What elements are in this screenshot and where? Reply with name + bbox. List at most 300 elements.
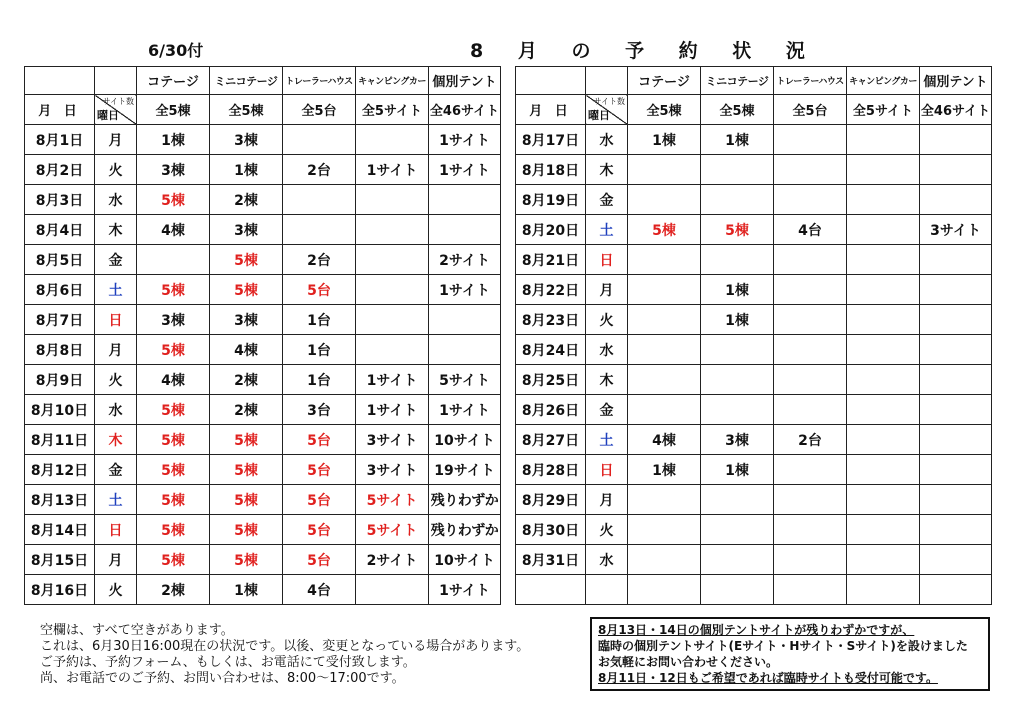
booking-cell: 2台 (774, 425, 847, 455)
table-row (25, 545, 501, 575)
booking-cell: 2棟 (210, 185, 283, 215)
date-cell: 8月30日 (516, 515, 586, 545)
date-cell: 8月9日 (25, 365, 95, 395)
booking-cell: 3棟 (210, 215, 283, 245)
table-row (25, 335, 501, 365)
booking-cell (628, 335, 701, 365)
reservation-table-left (24, 66, 501, 605)
notes-left (40, 623, 529, 687)
table-row (25, 395, 501, 425)
table-row (25, 455, 501, 485)
booking-cell (920, 485, 992, 515)
date-cell: 8月18日 (516, 155, 586, 185)
booking-cell (847, 155, 920, 185)
date-cell: 8月12日 (25, 455, 95, 485)
booking-cell: 5サイト (356, 515, 429, 545)
date-cell: 8月5日 (25, 245, 95, 275)
booking-cell: 5棟 (701, 215, 774, 245)
booking-cell: 5棟 (137, 455, 210, 485)
booking-cell (847, 215, 920, 245)
booking-cell (356, 215, 429, 245)
booking-cell (628, 395, 701, 425)
capacity-total-cell: 全5棟 (137, 95, 210, 125)
weekday-cell: 日 (586, 455, 628, 485)
booking-cell (356, 575, 429, 605)
booking-cell (701, 185, 774, 215)
column-header: 個別テント (920, 67, 992, 95)
weekday-cell: 水 (586, 545, 628, 575)
booking-cell (847, 545, 920, 575)
date-cell (516, 575, 586, 605)
weekday-cell: 月 (95, 545, 137, 575)
weekday-cell: 金 (586, 395, 628, 425)
column-header: ミニコテージ (210, 67, 283, 95)
weekday-cell (586, 575, 628, 605)
booking-cell: 5サイト (429, 365, 501, 395)
booking-cell (847, 515, 920, 545)
diagonal-label-count: サイト数 (593, 97, 625, 106)
notice-line: 8月11日・12日もご希望であれば臨時サイトも受付可能です。 (598, 671, 938, 685)
diagonal-label-count: サイト数 (102, 97, 134, 106)
capacity-total-cell: 全5サイト (847, 95, 920, 125)
table-row (25, 305, 501, 335)
booking-cell (774, 125, 847, 155)
booking-cell: 5棟 (628, 215, 701, 245)
table-row (516, 575, 992, 605)
weekday-cell: 木 (95, 215, 137, 245)
booking-cell: 2サイト (429, 245, 501, 275)
booking-cell: 5棟 (137, 335, 210, 365)
table-row (516, 365, 992, 395)
booking-cell (847, 575, 920, 605)
booking-cell (628, 575, 701, 605)
booking-cell (628, 365, 701, 395)
booking-cell (137, 245, 210, 275)
booking-cell: 1棟 (628, 455, 701, 485)
booking-cell (701, 485, 774, 515)
date-column-header: 月 日 (516, 95, 586, 125)
booking-cell: 3棟 (137, 155, 210, 185)
date-cell: 8月14日 (25, 515, 95, 545)
booking-cell: 1棟 (628, 125, 701, 155)
booking-cell (847, 275, 920, 305)
booking-cell (920, 455, 992, 485)
booking-cell: 5台 (283, 425, 356, 455)
booking-cell (920, 155, 992, 185)
booking-cell: 残りわずか (429, 485, 501, 515)
table-row (25, 575, 501, 605)
booking-cell (628, 515, 701, 545)
booking-cell (283, 215, 356, 245)
date-cell: 8月13日 (25, 485, 95, 515)
booking-cell (701, 245, 774, 275)
booking-cell: 1棟 (701, 455, 774, 485)
booking-cell (920, 275, 992, 305)
note-line: 空欄は、すべて空きがあります。 (40, 623, 234, 638)
booking-cell: 2サイト (356, 545, 429, 575)
booking-cell (774, 485, 847, 515)
capacity-total-cell: 全5サイト (356, 95, 429, 125)
booking-cell: 5棟 (137, 185, 210, 215)
date-cell: 8月26日 (516, 395, 586, 425)
booking-cell: 3サイト (356, 425, 429, 455)
table-row (516, 425, 992, 455)
booking-cell: 5サイト (356, 485, 429, 515)
weekday-cell: 木 (586, 155, 628, 185)
booking-cell (628, 275, 701, 305)
booking-cell: 3棟 (210, 305, 283, 335)
booking-cell: 3サイト (920, 215, 992, 245)
booking-cell: 1棟 (137, 125, 210, 155)
weekday-cell: 水 (95, 395, 137, 425)
booking-cell (920, 305, 992, 335)
notice-line: お気軽にお問い合わせください。 (598, 655, 779, 669)
weekday-cell: 木 (586, 365, 628, 395)
booking-cell: 1棟 (210, 155, 283, 185)
column-header: キャンピングカー (847, 67, 920, 95)
column-header: コテージ (628, 67, 701, 95)
booking-cell: 10サイト (429, 545, 501, 575)
date-cell: 8月15日 (25, 545, 95, 575)
date-cell: 8月6日 (25, 275, 95, 305)
header-row-categories (25, 67, 501, 95)
booking-cell (774, 455, 847, 485)
booking-cell: 1サイト (356, 395, 429, 425)
booking-cell: 5棟 (210, 545, 283, 575)
booking-cell (920, 245, 992, 275)
note-line: ご予約は、予約フォーム、もしくは、お電話にて受付致します。 (40, 655, 416, 670)
booking-cell: 5棟 (137, 515, 210, 545)
booking-cell (774, 155, 847, 185)
diagonal-header-cell (95, 95, 137, 125)
header-row-totals (25, 95, 501, 125)
table-row (516, 485, 992, 515)
booking-cell: 5棟 (210, 515, 283, 545)
booking-cell (774, 185, 847, 215)
booking-cell (628, 155, 701, 185)
date-cell: 8月1日 (25, 125, 95, 155)
booking-cell: 1棟 (701, 275, 774, 305)
table-row (516, 245, 992, 275)
capacity-total-cell: 全46サイト (920, 95, 992, 125)
booking-cell (701, 395, 774, 425)
column-header: ミニコテージ (701, 67, 774, 95)
booking-cell (774, 545, 847, 575)
table-row (25, 185, 501, 215)
date-cell: 8月31日 (516, 545, 586, 575)
weekday-cell: 火 (95, 365, 137, 395)
notice-line: 臨時の個別テントサイト(Eサイト・Hサイト・Sサイト)を設けました (598, 639, 968, 653)
booking-cell (847, 125, 920, 155)
header-row-totals (516, 95, 992, 125)
date-cell: 8月25日 (516, 365, 586, 395)
booking-cell: 3サイト (356, 455, 429, 485)
date-cell: 8月21日 (516, 245, 586, 275)
booking-cell (283, 185, 356, 215)
booking-cell: 3台 (283, 395, 356, 425)
weekday-cell: 火 (95, 575, 137, 605)
booking-cell: 1台 (283, 305, 356, 335)
column-header: トレーラーハウス (283, 67, 356, 95)
booking-cell (701, 155, 774, 185)
booking-cell: 1棟 (701, 305, 774, 335)
weekday-cell: 日 (95, 515, 137, 545)
booking-cell (847, 305, 920, 335)
table-row (516, 155, 992, 185)
weekday-cell: 木 (95, 425, 137, 455)
booking-cell: 2台 (283, 155, 356, 185)
table-row (25, 155, 501, 185)
booking-cell (920, 575, 992, 605)
table-row (25, 245, 501, 275)
weekday-cell: 月 (95, 335, 137, 365)
booking-cell: 1台 (283, 365, 356, 395)
header-blank-cell (586, 67, 628, 95)
capacity-total-cell: 全5棟 (210, 95, 283, 125)
booking-cell: 5棟 (210, 275, 283, 305)
booking-cell (628, 245, 701, 275)
date-cell: 8月11日 (25, 425, 95, 455)
column-header: キャンピングカー (356, 67, 429, 95)
booking-cell (920, 185, 992, 215)
booking-cell (283, 125, 356, 155)
booking-cell (701, 365, 774, 395)
booking-cell (774, 365, 847, 395)
column-header: コテージ (137, 67, 210, 95)
header-blank-cell (95, 67, 137, 95)
date-cell: 8月23日 (516, 305, 586, 335)
weekday-cell: 日 (586, 245, 628, 275)
date-cell: 8月4日 (25, 215, 95, 245)
booking-cell (847, 395, 920, 425)
booking-cell: 5棟 (210, 455, 283, 485)
booking-cell (429, 305, 501, 335)
diagonal-header-cell (586, 95, 628, 125)
capacity-total-cell: 全5棟 (628, 95, 701, 125)
weekday-cell: 土 (95, 275, 137, 305)
booking-cell: 5台 (283, 275, 356, 305)
booking-cell (701, 575, 774, 605)
booking-cell: 1サイト (356, 365, 429, 395)
weekday-cell: 土 (95, 485, 137, 515)
booking-cell (356, 125, 429, 155)
booking-cell (628, 485, 701, 515)
booking-cell: 1サイト (429, 575, 501, 605)
table-row (25, 425, 501, 455)
booking-cell: 1サイト (429, 275, 501, 305)
booking-cell (847, 485, 920, 515)
table-row (516, 395, 992, 425)
booking-cell: 5棟 (210, 245, 283, 275)
booking-cell (429, 335, 501, 365)
date-cell: 8月3日 (25, 185, 95, 215)
date-cell: 8月2日 (25, 155, 95, 185)
diagonal-label-weekday: 曜日 (97, 109, 119, 122)
booking-cell (920, 365, 992, 395)
table-row (516, 335, 992, 365)
date-cell: 8月29日 (516, 485, 586, 515)
booking-cell (356, 275, 429, 305)
booking-cell (356, 335, 429, 365)
weekday-cell: 火 (95, 155, 137, 185)
booking-cell (356, 185, 429, 215)
booking-cell: 1台 (283, 335, 356, 365)
header-blank-cell (25, 67, 95, 95)
booking-cell: 5棟 (210, 425, 283, 455)
booking-cell (774, 305, 847, 335)
booking-cell (920, 515, 992, 545)
booking-cell (847, 245, 920, 275)
booking-cell (774, 515, 847, 545)
weekday-cell: 月 (95, 125, 137, 155)
table-row (516, 125, 992, 155)
booking-cell (701, 545, 774, 575)
capacity-total-cell: 全5台 (283, 95, 356, 125)
booking-cell: 残りわずか (429, 515, 501, 545)
booking-cell: 4棟 (137, 365, 210, 395)
table-row (25, 125, 501, 155)
booking-cell (628, 305, 701, 335)
booking-cell (701, 335, 774, 365)
booking-cell (774, 275, 847, 305)
date-cell: 8月19日 (516, 185, 586, 215)
weekday-cell: 金 (95, 245, 137, 275)
weekday-cell: 水 (95, 185, 137, 215)
capacity-total-cell: 全5棟 (701, 95, 774, 125)
booking-cell: 2棟 (210, 365, 283, 395)
booking-cell: 1サイト (356, 155, 429, 185)
booking-cell: 1サイト (429, 395, 501, 425)
booking-cell (356, 245, 429, 275)
date-cell: 8月17日 (516, 125, 586, 155)
booking-cell: 4台 (774, 215, 847, 245)
date-cell: 8月22日 (516, 275, 586, 305)
booking-cell (701, 515, 774, 545)
capacity-total-cell: 全46サイト (429, 95, 501, 125)
weekday-cell: 火 (586, 515, 628, 545)
booking-cell (356, 305, 429, 335)
booking-cell: 5台 (283, 545, 356, 575)
table-row (516, 515, 992, 545)
column-header: 個別テント (429, 67, 501, 95)
table-row (516, 455, 992, 485)
booking-cell: 1棟 (701, 125, 774, 155)
booking-cell (429, 215, 501, 245)
reservation-table-right (515, 66, 992, 605)
booking-cell: 3棟 (210, 125, 283, 155)
table-row (25, 215, 501, 245)
diagonal-label-weekday: 曜日 (588, 109, 610, 122)
date-cell: 8月28日 (516, 455, 586, 485)
booking-cell (920, 125, 992, 155)
table-row (516, 185, 992, 215)
weekday-cell: 日 (95, 305, 137, 335)
booking-cell (628, 185, 701, 215)
date-cell: 8月7日 (25, 305, 95, 335)
booking-cell: 5台 (283, 515, 356, 545)
table-row (516, 305, 992, 335)
note-line: 尚、お電話でのご予約、お問い合わせは、8:00～17:00です。 (40, 671, 405, 686)
booking-cell: 1棟 (210, 575, 283, 605)
date-cell: 8月16日 (25, 575, 95, 605)
weekday-cell: 火 (586, 305, 628, 335)
weekday-cell: 土 (586, 425, 628, 455)
booking-cell: 5棟 (210, 485, 283, 515)
booking-cell (920, 545, 992, 575)
weekday-cell: 月 (586, 485, 628, 515)
page-title: 8 月 の 予 約 状 況 (470, 40, 819, 62)
booking-cell: 5台 (283, 485, 356, 515)
date-cell: 8月10日 (25, 395, 95, 425)
booking-cell: 5台 (283, 455, 356, 485)
date-stamp: 6/30付 (148, 41, 204, 60)
booking-cell (628, 545, 701, 575)
booking-cell: 1サイト (429, 125, 501, 155)
booking-cell: 5棟 (137, 275, 210, 305)
table-row (25, 485, 501, 515)
booking-cell (920, 335, 992, 365)
booking-cell (774, 245, 847, 275)
booking-cell: 4棟 (628, 425, 701, 455)
booking-cell (920, 425, 992, 455)
booking-cell (429, 185, 501, 215)
booking-cell: 5棟 (137, 545, 210, 575)
table-row (516, 215, 992, 245)
column-header: トレーラーハウス (774, 67, 847, 95)
capacity-total-cell: 全5台 (774, 95, 847, 125)
booking-cell (847, 425, 920, 455)
booking-cell (847, 365, 920, 395)
booking-cell: 3棟 (701, 425, 774, 455)
note-line: これは、6月30日16:00現在の状況です。以後、変更となっている場合があります。 (40, 639, 530, 654)
date-cell: 8月20日 (516, 215, 586, 245)
booking-cell (847, 455, 920, 485)
date-cell: 8月24日 (516, 335, 586, 365)
booking-cell: 5棟 (137, 425, 210, 455)
booking-cell: 4棟 (210, 335, 283, 365)
table-row (25, 275, 501, 305)
booking-cell (774, 395, 847, 425)
weekday-cell: 金 (586, 185, 628, 215)
table-row (25, 365, 501, 395)
booking-cell: 2棟 (137, 575, 210, 605)
table-row (25, 515, 501, 545)
date-cell: 8月27日 (516, 425, 586, 455)
booking-cell: 5棟 (137, 395, 210, 425)
booking-cell (920, 395, 992, 425)
booking-cell (774, 575, 847, 605)
weekday-cell: 土 (586, 215, 628, 245)
table-row (516, 545, 992, 575)
date-column-header: 月 日 (25, 95, 95, 125)
notice-line: 8月13日・14日の個別テントサイトが残りわずかですが、 (598, 623, 915, 637)
booking-cell: 1サイト (429, 155, 501, 185)
booking-cell: 19サイト (429, 455, 501, 485)
booking-cell (847, 185, 920, 215)
weekday-cell: 水 (586, 335, 628, 365)
booking-cell (847, 335, 920, 365)
booking-cell: 4台 (283, 575, 356, 605)
weekday-cell: 水 (586, 125, 628, 155)
booking-cell: 2棟 (210, 395, 283, 425)
notice-box (590, 617, 990, 691)
booking-cell: 2台 (283, 245, 356, 275)
booking-cell (774, 335, 847, 365)
header-blank-cell (516, 67, 586, 95)
booking-cell: 3棟 (137, 305, 210, 335)
booking-cell: 10サイト (429, 425, 501, 455)
table-row (516, 275, 992, 305)
